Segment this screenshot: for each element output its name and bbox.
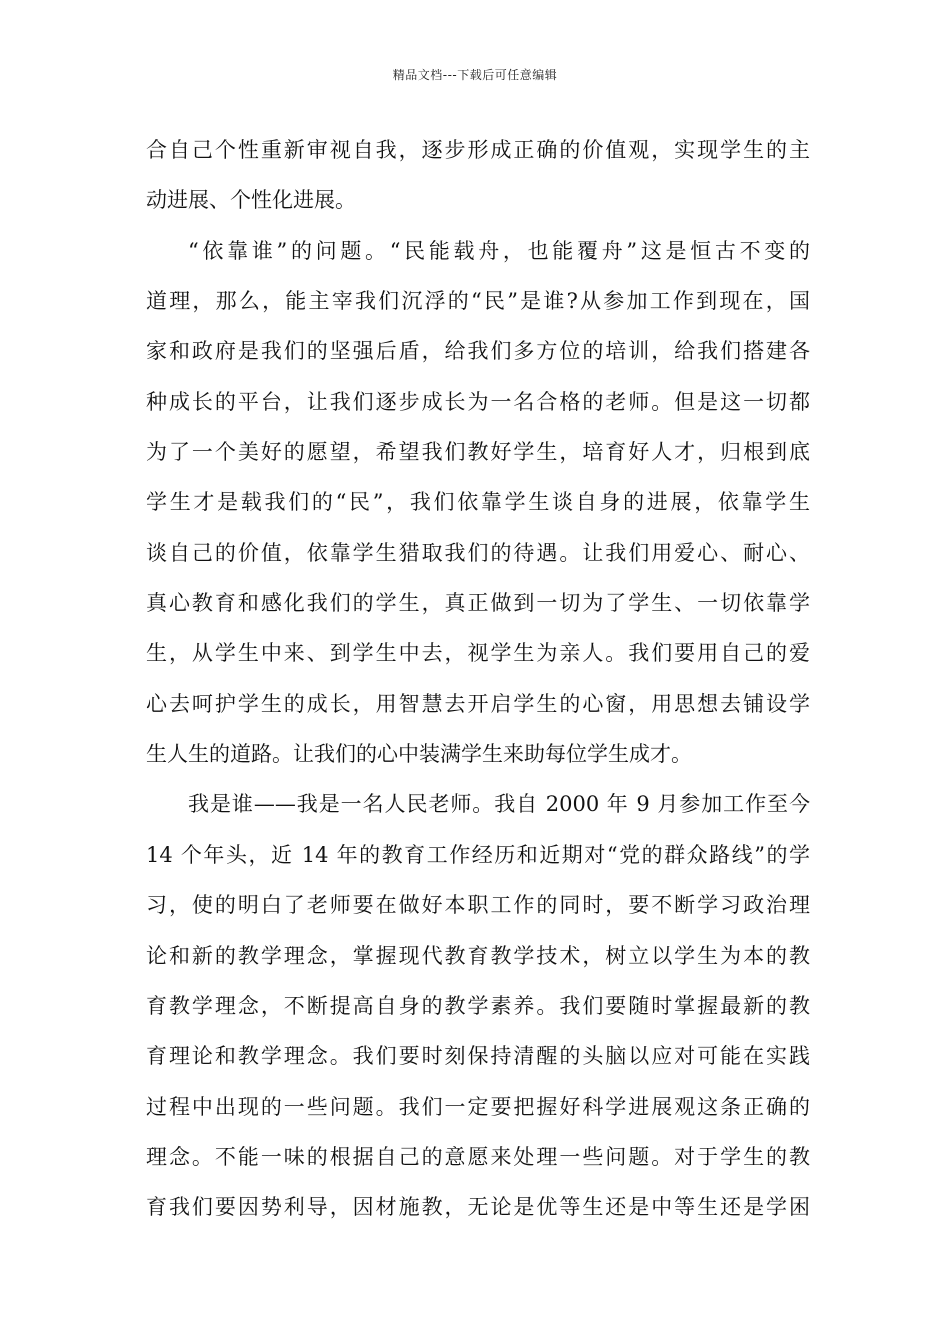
text-line: 14 个年头，近 14 年的教育工作经历和近期对“党的群众路线”的学 [146, 842, 810, 867]
text-line: 生，从学生中来、到学生中去，视学生为亲人。我们要用自己的爱 [146, 641, 810, 666]
text-line: 道理，那么，能主宰我们沉浮的“民”是谁?从参加工作到现在，国 [146, 289, 810, 314]
text-line: 理念。不能一味的根据自己的意愿来处理一些问题。对于学生的教 [146, 1144, 810, 1169]
text-line: 真心教育和感化我们的学生，真正做到一切为了学生、一切依靠学 [146, 591, 810, 616]
paragraph-start-line: “依靠谁”的问题。“民能载舟，也能覆舟”这是恒古不变的 [188, 238, 810, 263]
text-line: 动进展、个性化进展。 [146, 188, 356, 213]
text-line: 合自己个性重新审视自我，逐步形成正确的价值观，实现学生的主 [146, 138, 810, 162]
text-line: 心去呵护学生的成长，用智慧去开启学生的心窗，用思想去铺设学 [146, 691, 810, 716]
text-line: 种成长的平台，让我们逐步成长为一名合格的老师。但是这一切都 [146, 389, 810, 414]
text-line: 习，使的明白了老师要在做好本职工作的同时，要不断学习政治理 [146, 893, 810, 918]
paragraph-start-line: 我是谁——我是一名人民老师。我自 2000 年 9 月参加工作至今 [188, 792, 810, 817]
text-line: 育我们要因势利导，因材施教，无论是优等生还是中等生还是学困 [146, 1195, 810, 1220]
text-line: 过程中出现的一些问题。我们一定要把握好科学进展观这条正确的 [146, 1094, 810, 1119]
text-line: 家和政府是我们的坚强后盾，给我们多方位的培训，给我们搭建各 [146, 339, 810, 364]
text-line: 育教学理念，不断提高自身的教学素养。我们要随时掌握最新的教 [146, 993, 810, 1018]
body-text [146, 125, 810, 1233]
text-line: 育理论和教学理念。我们要时刻保持清醒的头脑以应对可能在实践 [146, 1044, 810, 1069]
page-header: 精品文档---下载后可任意编辑 [392, 68, 558, 82]
text-line: 学生才是载我们的“民”，我们依靠学生谈自身的进展，依靠学生 [146, 490, 810, 515]
text-line: 论和新的教学理念，掌握现代教育教学技术，树立以学生为本的教 [146, 943, 810, 968]
text-line: 为了一个美好的愿望，希望我们教好学生，培育好人才，归根到底 [146, 440, 810, 465]
text-line: 生人生的道路。让我们的心中装满学生来助每位学生成才。 [146, 742, 692, 767]
text-line: 谈自己的价值，依靠学生猎取我们的待遇。让我们用爱心、耐心、 [146, 540, 810, 565]
